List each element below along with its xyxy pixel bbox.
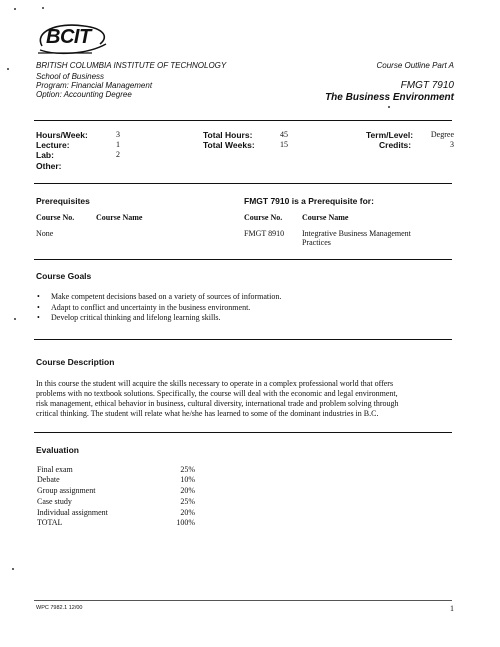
footer-rule (34, 600, 452, 601)
course-outline-page: BCIT BRITISH COLUMBIA INSTITUTE OF TECHNOLOGY School of Business Program: Financial Management Option: Accounting Degree Course Outline Part A FMGT 7910 The Business Environment Hours/Week: 3 Lecture: 1 Lab: 2 Other: Total Hours: 45 Total Weeks: 15 Term/Level: Degree Credits: 3 Prerequisites Course No. Course Name None FMGT 7910 is a Prerequisite for: Course No. Course Name FMGT 8910 Integrative Business Management Practices Course Goals • Make competent decisions based on a variety of sources of information. • Adapt to conflict and uncertainty in the business environment. • Develop critical thinking and lifelong learning skills. Course Description In this course the student will acquire the skills necessary to operate in a complex professional world that offers problems with no textbook solutions. Specifically, the course will deal with the economic and legal environment, risk management, ethical behavior in business, cultural diversity, international trade and problem solving through critical thinking. The student will relate what he/she has learned to some of the dominant industries in B.C. Evaluation Final exam 25% Debate 10% Group assignment 20% Case study 25% Individual assignment 20% TOTAL 100% WPC 7982.1 12/00 1 (0, 0, 500, 647)
lecture-value: 1 (116, 140, 120, 149)
other-label: Other: (36, 161, 62, 171)
prereq-col-course-no: Course No. (36, 213, 75, 222)
hours-week-value: 3 (116, 130, 120, 139)
evaluation-item: Final exam (37, 465, 73, 474)
form-code: WPC 7982.1 12/00 (36, 605, 83, 611)
scan-speck (42, 7, 44, 9)
course-title: The Business Environment (325, 92, 454, 103)
evaluation-weight: 25% (180, 497, 195, 506)
divider (34, 120, 452, 121)
description-line: problems with no textbook solutions. Specifically, the course will deal with the economic and legal environment, (36, 389, 398, 398)
institute-name: BRITISH COLUMBIA INSTITUTE OF TECHNOLOGY (36, 61, 227, 70)
logo-wordmark: BCIT (46, 26, 91, 48)
goal-text: Make competent decisions based on a variety of sources of information. (51, 292, 282, 301)
prereq-for-col-course-name: Course Name (302, 213, 349, 222)
total-hours-value: 45 (280, 130, 288, 139)
prerequisite-for-heading: FMGT 7910 is a Prerequisite for: (244, 196, 374, 206)
evaluation-item: Debate (37, 475, 60, 484)
description-line: critical thinking. The student will relate what he/she has learned to some of the dominant industries in B.C. (36, 409, 379, 418)
bcit-logo (30, 20, 112, 58)
course-description-heading: Course Description (36, 357, 115, 367)
evaluation-weight: 20% (180, 508, 195, 517)
course-code: FMGT 7910 (400, 80, 454, 91)
credits-value: 3 (450, 140, 454, 149)
prereq-for-col-course-no: Course No. (244, 213, 283, 222)
prerequisites-heading: Prerequisites (36, 196, 90, 206)
evaluation-weight: 25% (180, 465, 195, 474)
evaluation-item: Group assignment (37, 486, 96, 495)
total-hours-label: Total Hours: (203, 130, 253, 140)
evaluation-weight: 10% (180, 475, 195, 484)
total-weeks-value: 15 (280, 140, 288, 149)
scan-speck (12, 568, 14, 570)
lab-value: 2 (116, 150, 120, 159)
lab-label: Lab: (36, 150, 54, 160)
divider (34, 339, 452, 340)
goal-text: Develop critical thinking and lifelong learning skills. (51, 313, 221, 322)
evaluation-item: Individual assignment (37, 508, 108, 517)
outline-part-label: Course Outline Part A (376, 61, 454, 70)
prereq-col-course-name: Course Name (96, 213, 143, 222)
scan-speck (14, 8, 16, 10)
divider (34, 432, 452, 433)
scan-speck (388, 106, 390, 108)
evaluation-weight: 100% (176, 518, 195, 527)
hours-week-label: Hours/Week: (36, 130, 88, 140)
evaluation-item: Case study (37, 497, 72, 506)
school-name: School of Business (36, 72, 105, 81)
prereq-for-course-no: FMGT 8910 (244, 229, 285, 238)
evaluation-item: TOTAL (37, 518, 63, 527)
prereq-for-course-name-cont: Practices (302, 238, 331, 247)
credits-label: Credits: (379, 140, 412, 150)
term-level-value: Degree (430, 130, 454, 139)
divider (34, 183, 452, 184)
description-line: In this course the student will acquire the skills necessary to operate in a complex professional world that offers (36, 379, 394, 388)
lecture-label: Lecture: (36, 140, 70, 150)
divider (34, 259, 452, 260)
page-number: 1 (450, 604, 454, 613)
total-weeks-label: Total Weeks: (203, 140, 255, 150)
evaluation-weight: 20% (180, 486, 195, 495)
term-level-label: Term/Level: (366, 130, 414, 140)
program-name: Program: Financial Management (36, 81, 153, 90)
course-goals-heading: Course Goals (36, 271, 92, 281)
goal-text: Adapt to conflict and uncertainty in the business environment. (51, 303, 251, 312)
description-line: risk management, ethical behavior in business, cultural diversity, international trade and problem solving through (36, 399, 399, 408)
scan-speck (14, 318, 16, 320)
prereq-for-course-name: Integrative Business Management (302, 229, 411, 238)
option-name: Option: Accounting Degree (36, 90, 132, 99)
prereq-course-no: None (36, 229, 54, 238)
scan-speck (7, 68, 9, 70)
evaluation-heading: Evaluation (36, 445, 79, 455)
